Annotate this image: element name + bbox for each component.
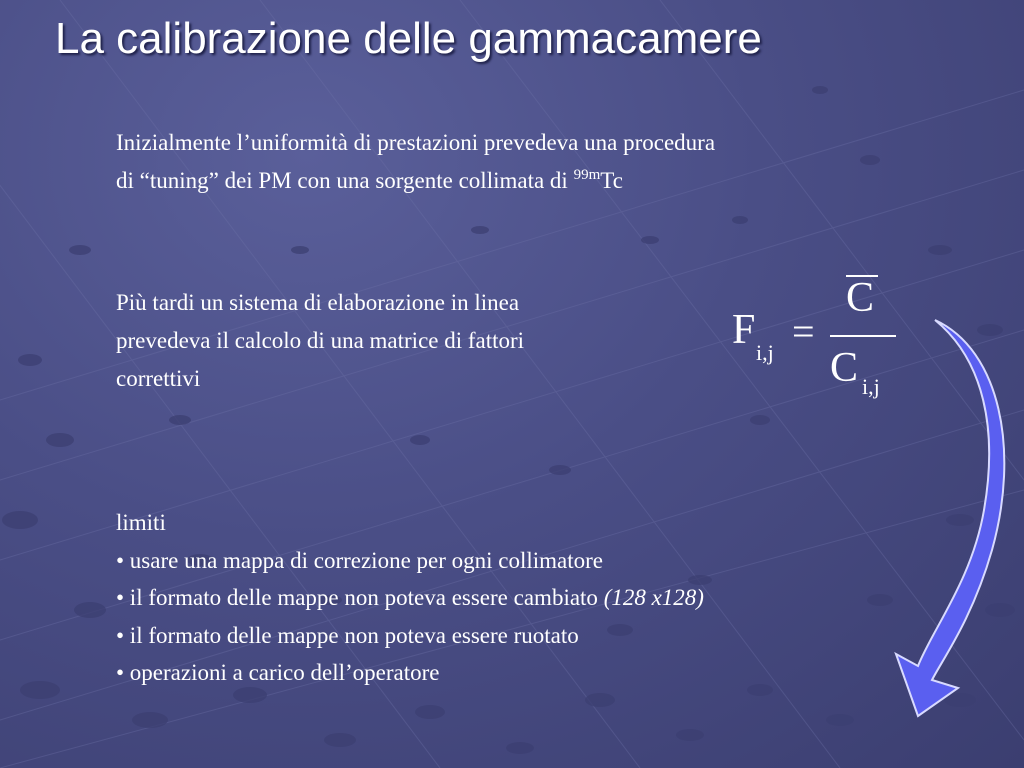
limits-list <box>116 504 704 692</box>
list-item: • il formato delle mappe non poteva essere ruotato <box>116 622 579 648</box>
processing-line-1: Più tardi un sistema di elaborazione in linea <box>116 290 520 315</box>
intro-line-1: Inizialmente l’uniformità di prestazioni prevedeva una procedura <box>116 130 716 155</box>
processing-line-3: correttivi <box>116 366 201 391</box>
isotope-symbol: Tc <box>600 168 623 193</box>
formula-denominator-subscript: i,j <box>862 374 880 399</box>
map-size-note: (128 x128) <box>603 585 704 610</box>
limits-heading: limiti <box>116 510 166 535</box>
list-item: • usare una mappa di correzione per ogni collimatore <box>116 547 604 573</box>
list-item-text: • il formato delle mappe non poteva essere cambiato <box>116 585 604 610</box>
formula-lhs-subscript: i,j <box>756 340 774 365</box>
intro-line-2 <box>116 162 715 200</box>
curved-arrow <box>880 300 1020 730</box>
list-item: • operazioni a carico dell’operatore <box>116 660 440 685</box>
slide-title: La calibrazione delle gammacamere <box>55 14 762 63</box>
formula-equals: = <box>792 309 815 354</box>
intro-paragraph <box>116 124 715 200</box>
formula-numerator: C <box>846 275 875 321</box>
intro-line-2-text: di “tuning” dei PM con una sorgente collimata di <box>116 168 574 193</box>
formula-lhs: F <box>732 307 756 353</box>
isotope-mass-number: 99m <box>573 167 601 183</box>
formula-denominator: C <box>830 345 859 391</box>
processing-line-2: prevedeva il calcolo di una matrice di fattori <box>116 328 525 353</box>
processing-paragraph <box>116 284 524 398</box>
arrow-shape <box>896 320 1004 716</box>
list-item <box>116 579 704 617</box>
